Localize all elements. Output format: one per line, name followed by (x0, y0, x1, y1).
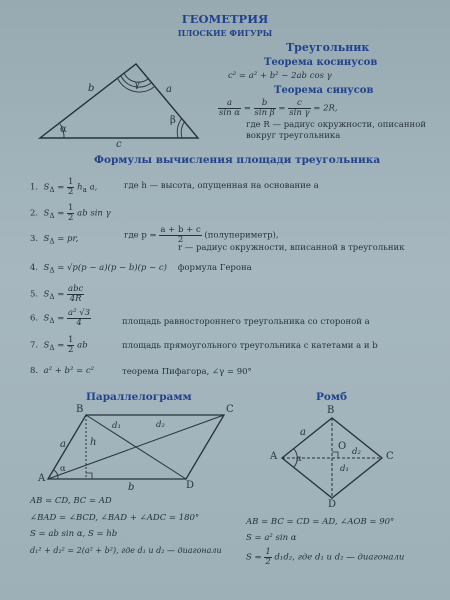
parallelogram-diag-d2: d₂ (156, 420, 165, 430)
triangle-side-a-label: a (166, 84, 172, 95)
parallelogram-angle-alpha: α (60, 464, 66, 474)
area-heading: Формулы вычисления площади треугольника (94, 154, 381, 166)
formula-7-eq: = (57, 340, 65, 351)
formula-1-note: где h — высота, опущенная на основание a (124, 181, 319, 191)
rhombus-vertex-c: C (386, 451, 394, 462)
rhombus-vertex-b: B (327, 405, 335, 416)
formula-5-sub: Δ (49, 292, 55, 302)
formula-4-note: формула Герона (177, 263, 252, 273)
sine-theorem-title: Теорема синусов (274, 85, 374, 96)
rhombus-side-a: a (300, 427, 306, 438)
parallelogram-line-4: d₁² + d₂² = 2(a² + b²), где d₁ и d₂ — диагонали (30, 546, 222, 555)
parallelogram-vertex-b: B (76, 404, 84, 415)
formula-3: 3. $S_\Delta$ = pr, (30, 234, 79, 246)
rhombus-vertex-d: D (328, 499, 337, 510)
formula-4-sub: Δ (49, 265, 55, 275)
formula-7-tail: ab (77, 340, 88, 351)
formula-6-frac-den: 4 (76, 317, 82, 328)
formula-8-note: теорема Пифагора, ∠γ = 90° (122, 367, 252, 377)
formula-6-sub: Δ (49, 316, 55, 326)
formula-7-sub: Δ (49, 343, 55, 353)
sine-theorem-formula: $\frac{a}{\text{sin α}}$ = $\frac{b}{\text{sin β}}$ = $\frac{c}{\text{sin γ}}$ = 2R, (219, 98, 338, 118)
formula-7-note: площадь прямоугольного треугольника с катетами a и b (122, 341, 378, 351)
formula-5-eq: = (57, 289, 65, 300)
formula-3-frac-num: a + b + c (160, 225, 201, 235)
formula-1-tail: a, (89, 182, 98, 193)
formula-2-frac-den: 2 (68, 212, 74, 223)
sine-frac-c-num: c (288, 99, 310, 109)
formula-5-frac-num: abc (68, 284, 84, 294)
formula-1-eq: = (57, 182, 65, 193)
rhombus-vertex-a: A (270, 451, 278, 462)
formula-5-number: 5. (30, 289, 39, 300)
formula-6-frac-num: a² √3 (68, 308, 91, 318)
formula-6-note: площадь равностороннего треугольника со стороной a (122, 317, 370, 327)
formula-1-sub: Δ (49, 185, 55, 195)
page-subtitle: ПЛОСКИЕ ФИГУРЫ (177, 28, 273, 38)
formula-6: 6. $S_\Delta$ = $\frac{\text{a² √3}}{4}$ (30, 308, 91, 328)
parallelogram-line-2: ∠BAD = ∠BCD, ∠BAD + ∠ADC = 180° (30, 513, 200, 523)
parallelogram-vertex-c: C (226, 404, 234, 415)
formula-6-eq: = (57, 313, 65, 324)
rhombus-diag-d1: d₁ (340, 464, 349, 474)
parallelogram-diag-d1: d₁ (112, 421, 121, 431)
page-title: ГЕОМЕТРИЯ (181, 12, 269, 26)
rhombus-heading: Ромб (316, 391, 348, 403)
formula-8-expr: a² + b² = c² (43, 366, 95, 376)
cosine-theorem-title: Теорема косинусов (264, 57, 378, 68)
rhombus-center-o: O (338, 441, 347, 452)
formula-4-expr: = √p(p − a)(p − b)(p − c) (57, 263, 167, 273)
parallelogram-height-h: h (90, 437, 97, 448)
formula-7-number: 7. (30, 340, 39, 351)
formula-7: 7. $S_\Delta$ = $\frac{1}{2}$ ab (30, 335, 88, 355)
triangle-angle-alpha-label: α (60, 124, 67, 135)
formula-4: 4. $S_\Delta = √p(p - a)(p - b)(p - c)$ формула Герона (30, 263, 252, 275)
parallelogram-heading: Параллелограмм (86, 391, 192, 403)
sine-note-line-2: вокруг треугольника (246, 131, 341, 141)
parallelogram-line-3: S = ab sin α, S = hb (30, 529, 118, 539)
formula-7-frac-den: 2 (68, 344, 74, 355)
formula-4-number: 4. (30, 263, 39, 273)
parallelogram-side-b: b (128, 482, 135, 493)
triangle-side-b-label: b (88, 83, 95, 94)
formula-2: 2. $S_\Delta$ = $\frac{1}{2}$ ab sin γ (30, 203, 111, 223)
formula-2-tail: ab sin γ (77, 208, 111, 219)
rhombus-line-3: S = $\frac{1}{2}$ d₁d₂, где d₁ и d₂ — диагонали (246, 547, 405, 567)
triangle-angle-beta-label: β (170, 115, 176, 126)
sine-note-line-1: где R — радиус окружности, описанной (246, 120, 426, 130)
formula-1-h: h (77, 182, 83, 193)
triangle-side-c-label: c (116, 139, 122, 150)
sine-frac-a-num: a (218, 99, 241, 109)
formula-3-note-pre: где p = (124, 230, 157, 241)
formula-3-expr: = pr, (57, 234, 79, 244)
formula-2-number: 2. (30, 208, 39, 219)
rhombus-angle-alpha: α (296, 454, 302, 464)
formula-8-number: 8. (30, 366, 39, 376)
rhombus-frac-num: 1 (265, 547, 271, 557)
formula-2-eq: = (57, 208, 65, 219)
sine-frac-c-den: sin γ (289, 107, 310, 118)
formula-1-frac-num: 1 (68, 177, 74, 187)
rhombus-line-3-tail: d₁d₂, где d₁ и d₂ — диагонали (274, 552, 405, 563)
formula-5-frac-den: 4R (69, 293, 82, 304)
sine-frac-b-num: b (254, 99, 276, 109)
formula-7-frac-num: 1 (68, 335, 74, 345)
formula-6-number: 6. (30, 313, 39, 324)
formula-3-note-2: r — радиус окружности, вписанной в треугольник (178, 243, 405, 253)
parallelogram-vertex-d: D (186, 480, 195, 491)
sine-frac-b-den: sin β (254, 107, 275, 118)
formula-1-number: 1. (30, 182, 39, 193)
formula-1: 1. $S_\Delta$ = $\frac{1}{2}$ $h_a$ a, (30, 177, 98, 197)
parallelogram-vertex-a: A (38, 473, 46, 484)
parallelogram-line-1: AB = CD, BC = AD (30, 496, 112, 506)
rhombus-line-2: S = a² sin α (246, 533, 297, 543)
parallelogram-side-a: a (60, 439, 66, 450)
rhombus-frac-den: 2 (265, 556, 271, 567)
formula-2-sub: Δ (49, 211, 55, 221)
formula-3-number: 3. (30, 234, 39, 244)
formula-5: 5. $S_\Delta$ = $\frac{\text{abc}}{4R}$ (30, 284, 84, 304)
triangle-heading: Треугольник (286, 41, 370, 54)
formula-1-h-sub: a (82, 185, 87, 195)
formula-1-frac-den: 2 (68, 186, 74, 197)
cosine-theorem-formula: c² = a² + b² − 2ab cos γ (228, 71, 332, 81)
formula-3-sub: Δ (49, 236, 55, 246)
formula-2-frac-num: 1 (68, 203, 74, 213)
sine-frac-a-den: sin α (219, 107, 240, 118)
triangle-angle-gamma-label: γ (134, 79, 140, 90)
formula-3-frac-den: 2 (177, 234, 184, 245)
formula-3-note-post: (полупериметр), (204, 230, 279, 241)
rhombus-diag-d2: d₂ (352, 447, 361, 457)
sine-result: = 2R, (313, 103, 338, 114)
rhombus-line-1: AB = BC = CD = AD, ∠AOB = 90° (246, 517, 395, 527)
